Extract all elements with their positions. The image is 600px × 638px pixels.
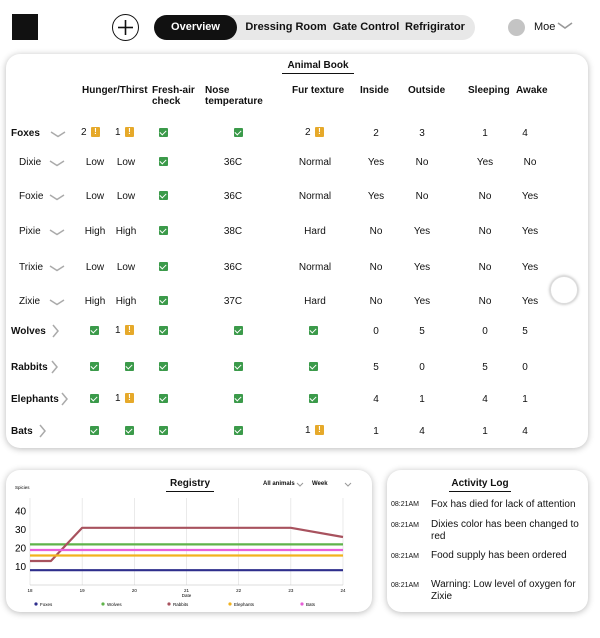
check-icon bbox=[159, 157, 168, 166]
registry-panel bbox=[6, 470, 372, 612]
warning-icon: ! bbox=[315, 127, 324, 137]
column-header-awake: Awake bbox=[516, 85, 548, 96]
warning-count: 2 bbox=[305, 127, 311, 138]
check-icon bbox=[90, 394, 99, 403]
inside-value: Yes bbox=[367, 191, 385, 202]
column-header-outside: Outside bbox=[408, 85, 446, 96]
check-icon bbox=[234, 362, 243, 371]
chevron-down-icon[interactable] bbox=[49, 229, 65, 236]
inside-value: No bbox=[369, 226, 383, 237]
check-icon bbox=[90, 426, 99, 435]
check-icon bbox=[234, 326, 243, 335]
check-icon bbox=[309, 326, 318, 335]
chevron-down-icon[interactable] bbox=[49, 265, 65, 272]
y-tick-label: 40 bbox=[15, 506, 27, 518]
check-icon bbox=[159, 191, 168, 200]
outside-value: Yes bbox=[413, 226, 431, 237]
outside-value: No bbox=[415, 191, 429, 202]
check-icon bbox=[234, 394, 243, 403]
inside-value: 4 bbox=[373, 394, 379, 405]
check-icon bbox=[159, 362, 168, 371]
outside-value: 5 bbox=[419, 326, 425, 337]
nose-temperature-value: 36C bbox=[223, 262, 243, 273]
column-header-freshair: Fresh-air check bbox=[152, 85, 195, 107]
y-tick-label: 20 bbox=[15, 543, 27, 555]
check-icon bbox=[90, 326, 99, 335]
awake-value: No bbox=[523, 157, 537, 168]
legend-marker-elephants bbox=[228, 602, 231, 605]
log-time: 08:21AM bbox=[391, 582, 420, 589]
tab-refrigirator[interactable]: Refrigirator bbox=[405, 21, 465, 33]
check-icon bbox=[159, 128, 168, 137]
add-button[interactable] bbox=[112, 14, 139, 41]
awake-value: Yes bbox=[521, 191, 539, 202]
log-time: 08:21AM bbox=[391, 553, 420, 560]
member-name[interactable]: Trixie bbox=[19, 262, 44, 273]
inside-value: 0 bbox=[373, 326, 379, 337]
sleeping-value: No bbox=[478, 296, 492, 307]
group-label-foxes[interactable]: Foxes bbox=[11, 128, 40, 139]
sleeping-value: 4 bbox=[482, 394, 488, 405]
column-header-nose: Nose temperature bbox=[205, 85, 263, 107]
fur-texture-value: Normal bbox=[298, 262, 332, 273]
nose-temperature-value: 36C bbox=[223, 191, 243, 202]
scroll-handle[interactable] bbox=[550, 276, 578, 304]
awake-value: 5 bbox=[522, 326, 528, 337]
outside-value: Yes bbox=[413, 296, 431, 307]
outside-value: 0 bbox=[419, 362, 425, 373]
legend-label: Elephants bbox=[234, 602, 255, 607]
check-icon bbox=[309, 394, 318, 403]
check-icon bbox=[234, 128, 243, 137]
x-axis-label: Date bbox=[181, 593, 192, 598]
x-tick-label: 23 bbox=[288, 588, 294, 593]
inside-value: Yes bbox=[367, 157, 385, 168]
group-label-wolves[interactable]: Wolves bbox=[11, 326, 46, 337]
fur-texture-value: Hard bbox=[304, 226, 326, 237]
legend-marker-bats bbox=[300, 602, 303, 605]
check-icon bbox=[90, 362, 99, 371]
legend-marker-foxes bbox=[34, 602, 37, 605]
nose-temperature-value: 37C bbox=[223, 296, 243, 307]
warning-count: 1 bbox=[115, 393, 121, 404]
awake-value: 1 bbox=[522, 394, 528, 405]
column-header-fur: Fur texture bbox=[292, 85, 345, 96]
fur-texture-value: Normal bbox=[298, 191, 332, 202]
sleeping-value: Yes bbox=[476, 157, 494, 168]
main-nav bbox=[154, 15, 475, 40]
awake-value: Yes bbox=[521, 296, 539, 307]
member-name[interactable]: Zixie bbox=[19, 296, 41, 307]
tab-dressing-room[interactable]: Dressing Room bbox=[245, 21, 327, 33]
warning-icon: ! bbox=[125, 127, 134, 137]
thirst-value: Low bbox=[116, 191, 136, 202]
log-message: Fox has died for lack of attention bbox=[431, 499, 576, 510]
legend-label: Bats bbox=[306, 602, 316, 607]
thirst-value: Low bbox=[116, 157, 136, 168]
check-icon bbox=[159, 226, 168, 235]
hunger-value: Low bbox=[85, 157, 105, 168]
sleeping-value: 0 bbox=[482, 326, 488, 337]
column-header-inside: Inside bbox=[360, 85, 389, 96]
log-message: Dixies color has been changed to red bbox=[431, 519, 579, 542]
legend-label: Rabbits bbox=[173, 602, 189, 607]
thirst-value: Low bbox=[116, 262, 136, 273]
warning-icon: ! bbox=[125, 325, 134, 335]
fur-texture-value: Hard bbox=[304, 296, 326, 307]
hunger-value: Low bbox=[85, 262, 105, 273]
registry-title: Registry bbox=[166, 478, 214, 492]
x-tick-label: 24 bbox=[340, 588, 346, 593]
check-icon bbox=[125, 426, 134, 435]
awake-value: 4 bbox=[522, 426, 528, 437]
check-icon bbox=[159, 394, 168, 403]
column-header-sleeping: Sleeping bbox=[468, 85, 510, 96]
legend-label: Foxes bbox=[40, 602, 53, 607]
log-message: Warning: Low level of oxygen for Zixie bbox=[431, 579, 576, 602]
x-tick-label: 22 bbox=[236, 588, 242, 593]
log-time: 08:21AM bbox=[391, 522, 420, 529]
sleeping-value: No bbox=[478, 262, 492, 273]
check-icon bbox=[159, 262, 168, 271]
warning-icon: ! bbox=[125, 393, 134, 403]
tab-overview[interactable]: Overview bbox=[154, 15, 237, 40]
outside-value: 3 bbox=[419, 128, 425, 139]
sleeping-value: 1 bbox=[482, 128, 488, 139]
nose-temperature-value: 36C bbox=[223, 157, 243, 168]
warning-count: 1 bbox=[115, 325, 121, 336]
legend-marker-wolves bbox=[101, 602, 104, 605]
log-message: Food supply has been ordered bbox=[431, 550, 567, 561]
thirst-value: High bbox=[115, 296, 137, 307]
avatar[interactable] bbox=[508, 19, 525, 36]
inside-value: 2 bbox=[373, 128, 379, 139]
check-icon bbox=[159, 296, 168, 305]
x-tick-label: 19 bbox=[79, 588, 85, 593]
check-icon bbox=[159, 426, 168, 435]
y-tick-label: 30 bbox=[15, 525, 27, 537]
y-axis-label: Spicies bbox=[15, 485, 30, 490]
check-icon bbox=[159, 326, 168, 335]
legend-label: Wolves bbox=[107, 602, 122, 607]
outside-value: No bbox=[415, 157, 429, 168]
inside-value: 5 bbox=[373, 362, 379, 373]
check-icon bbox=[234, 426, 243, 435]
check-icon bbox=[309, 362, 318, 371]
log-time: 08:21AM bbox=[391, 501, 420, 508]
warning-count: 1 bbox=[305, 425, 311, 436]
chevron-down-icon[interactable] bbox=[50, 131, 66, 138]
awake-value: 0 bbox=[522, 362, 528, 373]
chevron-down-icon[interactable] bbox=[49, 194, 65, 201]
check-icon bbox=[125, 362, 134, 371]
group-label-rabbits[interactable]: Rabbits bbox=[11, 362, 48, 373]
inside-value: No bbox=[369, 262, 383, 273]
nose-temperature-value: 38C bbox=[223, 226, 243, 237]
animal-filter-select[interactable]: All animals bbox=[263, 481, 295, 487]
chevron-right-icon[interactable] bbox=[51, 360, 58, 374]
warning-icon: ! bbox=[315, 425, 324, 435]
hunger-value: High bbox=[84, 226, 106, 237]
hunger-value: High bbox=[84, 296, 106, 307]
registry-chart bbox=[6, 470, 372, 612]
chevron-right-icon[interactable] bbox=[52, 324, 59, 338]
outside-value: 4 bbox=[419, 426, 425, 437]
chevron-down-icon[interactable] bbox=[49, 160, 65, 167]
inside-value: 1 bbox=[373, 426, 379, 437]
x-tick-label: 20 bbox=[131, 588, 137, 593]
animal-book-panel bbox=[6, 54, 588, 448]
outside-value: Yes bbox=[413, 262, 431, 273]
animal-book-title: Animal Book bbox=[282, 60, 354, 74]
activity-log-panel bbox=[387, 470, 588, 612]
x-tick-label: 21 bbox=[183, 588, 190, 593]
chevron-right-icon[interactable] bbox=[39, 424, 46, 438]
thirst-value: High bbox=[115, 226, 137, 237]
app-logo bbox=[12, 14, 38, 40]
group-label-bats[interactable]: Bats bbox=[11, 426, 33, 437]
outside-value: 1 bbox=[419, 394, 425, 405]
warning-icon: ! bbox=[91, 127, 100, 137]
period-filter-select[interactable]: Week bbox=[312, 481, 328, 487]
column-header-hunger: Hunger/Thirst bbox=[82, 85, 148, 96]
y-tick-label: 10 bbox=[15, 562, 27, 574]
member-name[interactable]: Pixie bbox=[19, 226, 41, 237]
chevron-down-icon[interactable] bbox=[49, 299, 65, 306]
sleeping-value: No bbox=[478, 226, 492, 237]
awake-value: Yes bbox=[521, 226, 539, 237]
sleeping-value: 5 bbox=[482, 362, 488, 373]
hunger-value: Low bbox=[85, 191, 105, 202]
awake-value: 4 bbox=[522, 128, 528, 139]
warning-count: 1 bbox=[115, 127, 121, 138]
warning-count: 2 bbox=[81, 127, 87, 138]
chevron-down-icon[interactable] bbox=[557, 22, 573, 30]
user-name[interactable]: Moe bbox=[534, 21, 556, 33]
tab-gate-control[interactable]: Gate Control bbox=[332, 21, 400, 33]
sleeping-value: No bbox=[478, 191, 492, 202]
member-name[interactable]: Dixie bbox=[19, 157, 42, 168]
awake-value: Yes bbox=[521, 262, 539, 273]
group-label-elephants[interactable]: Elephants bbox=[11, 394, 59, 405]
plus-icon bbox=[116, 18, 135, 37]
inside-value: No bbox=[369, 296, 383, 307]
member-name[interactable]: Foxie bbox=[19, 191, 44, 202]
activity-log-title: Activity Log bbox=[449, 478, 511, 492]
legend-marker-rabbits bbox=[167, 602, 170, 605]
chevron-right-icon[interactable] bbox=[61, 392, 68, 406]
fur-texture-value: Normal bbox=[298, 157, 332, 168]
x-tick-label: 18 bbox=[27, 588, 33, 593]
sleeping-value: 1 bbox=[482, 426, 488, 437]
